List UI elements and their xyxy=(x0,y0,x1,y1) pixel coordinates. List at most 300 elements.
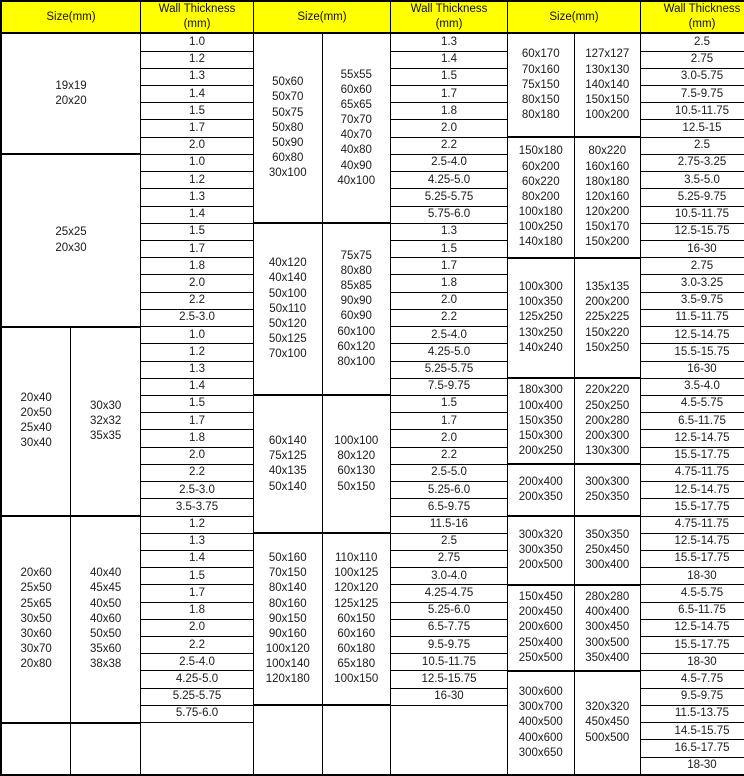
header-wall-unit-1: (mm) xyxy=(183,18,211,31)
thickness-cell: 15.5-17.75 xyxy=(641,550,744,567)
thickness-cell: 4.5-5.75 xyxy=(641,395,744,412)
size-value: 60x160 xyxy=(337,627,376,640)
thickness-cell: 1.8 xyxy=(141,258,254,275)
thickness-cell: 1.5 xyxy=(141,223,254,240)
size-cell-secondary xyxy=(574,258,641,379)
thickness-cell: 2.0 xyxy=(391,430,508,447)
size-value: 100x150 xyxy=(334,673,379,686)
size-cell-empty xyxy=(1,723,71,775)
thickness-cell: 2.2 xyxy=(391,137,508,154)
size-value: 75x125 xyxy=(268,450,307,463)
thickness-cell: 1.7 xyxy=(391,86,508,103)
thickness-cell: 2.0 xyxy=(141,619,254,636)
size-value: 50x150 xyxy=(337,480,376,493)
size-value: 60x130 xyxy=(337,465,376,478)
size-cell-secondary xyxy=(574,671,641,775)
size-value: 40x50 xyxy=(89,597,122,610)
size-cell-primary xyxy=(508,258,575,379)
thickness-cell: 1.8 xyxy=(141,602,254,619)
size-value: 38x38 xyxy=(89,658,122,671)
thickness-cell: 10.5-11.75 xyxy=(641,103,744,120)
size-value: 200x450 xyxy=(518,606,563,619)
thickness-cell: 6.5-11.75 xyxy=(641,413,744,430)
thickness-cell: 16-30 xyxy=(391,688,508,705)
thickness-cell: 1.2 xyxy=(141,172,254,189)
thickness-cell: 4.25-5.0 xyxy=(391,344,508,361)
thickness-cell: 12.5-14.75 xyxy=(641,533,744,550)
header-wall-label-1: Wall Thickness xyxy=(158,3,236,15)
thickness-cell: 3.5-9.75 xyxy=(641,292,744,309)
size-cell-primary xyxy=(254,395,323,533)
size-value: 45x45 xyxy=(89,582,122,595)
size-value: 60x90 xyxy=(340,310,372,323)
header-wall-thickness-group-3 xyxy=(641,1,744,33)
size-value: 250x500 xyxy=(518,651,563,664)
size-value: 450x450 xyxy=(585,716,630,729)
size-cell-primary xyxy=(508,516,575,585)
size-cell-primary xyxy=(508,585,575,671)
size-value: 30x50 xyxy=(20,612,52,625)
size-cell-primary xyxy=(508,464,575,516)
size-value: 125x250 xyxy=(518,311,563,324)
size-value: 140x140 xyxy=(585,78,630,91)
size-value: 30x70 xyxy=(20,643,52,656)
size-value: 150x220 xyxy=(585,326,630,339)
thickness-cell: 1.4 xyxy=(141,206,254,223)
size-value: 30x30 xyxy=(89,399,122,412)
thickness-cell: 11.5-11.75 xyxy=(641,309,744,326)
size-value: 400x600 xyxy=(518,731,563,744)
size-value: 100x350 xyxy=(518,296,563,309)
size-value: 40x40 xyxy=(89,567,122,580)
size-value: 100x400 xyxy=(518,399,563,412)
header-size-group-1 xyxy=(1,1,141,33)
size-cell-primary xyxy=(1,154,141,326)
thickness-cell: 3.0-4.0 xyxy=(391,568,508,585)
size-value: 130x250 xyxy=(518,326,563,339)
size-cell-primary xyxy=(1,327,71,516)
header-size-label-2: Size(mm) xyxy=(297,10,347,23)
size-value: 100x125 xyxy=(334,567,379,580)
size-value: 50x100 xyxy=(268,287,307,300)
thickness-cell: 5.25-5.75 xyxy=(391,189,508,206)
thickness-cell: 2.0 xyxy=(141,447,254,464)
header-size-label-3: Size(mm) xyxy=(549,10,599,23)
thickness-cell: 1.5 xyxy=(141,568,254,585)
thickness-cell: 1.3 xyxy=(391,33,508,51)
thickness-cell: 4.75-11.75 xyxy=(641,464,744,481)
thickness-cell: 5.25-5.75 xyxy=(391,361,508,378)
size-value: 75x150 xyxy=(521,78,560,91)
thickness-cell: 2.75 xyxy=(641,258,744,275)
thickness-cell: 3.5-5.0 xyxy=(641,172,744,189)
header-wall-label-3: Wall Thickness xyxy=(663,3,741,15)
size-value: 90x90 xyxy=(340,295,372,308)
size-value: 300x400 xyxy=(585,559,630,572)
size-value: 50x140 xyxy=(268,480,307,493)
size-value: 200x350 xyxy=(518,491,563,504)
size-value: 225x225 xyxy=(585,311,630,324)
thickness-cell: 5.25-6.0 xyxy=(391,602,508,619)
size-value: 50x80 xyxy=(272,121,304,134)
thickness-cell: 1.8 xyxy=(391,275,508,292)
size-value: 127x127 xyxy=(585,48,630,61)
size-value: 70x70 xyxy=(340,114,372,127)
size-value: 20x30 xyxy=(55,241,87,254)
thickness-cell: 5.25-6.0 xyxy=(391,482,508,499)
thickness-cell: 6.5-9.75 xyxy=(391,499,508,516)
size-value: 40x120 xyxy=(268,257,307,270)
thickness-cell: 2.0 xyxy=(391,292,508,309)
size-value: 200x300 xyxy=(585,429,630,442)
size-value: 150x450 xyxy=(518,590,563,603)
size-value: 300x320 xyxy=(518,528,563,541)
size-value: 200x200 xyxy=(585,296,630,309)
thickness-cell: 15.5-15.75 xyxy=(641,344,744,361)
thickness-cell: 4.5-7.75 xyxy=(641,671,744,688)
thickness-cell: 4.25-5.0 xyxy=(391,172,508,189)
size-value: 90x160 xyxy=(268,627,307,640)
size-value: 35x60 xyxy=(89,643,122,656)
size-value: 120x120 xyxy=(334,582,379,595)
size-value: 70x160 xyxy=(521,63,560,76)
thickness-cell: 5.75-6.0 xyxy=(141,705,254,722)
thickness-cell: 1.0 xyxy=(141,154,254,171)
size-value: 40x100 xyxy=(337,174,376,187)
thickness-cell: 2.0 xyxy=(391,120,508,137)
thickness-cell: 2.75-3.25 xyxy=(641,154,744,171)
size-value: 150x150 xyxy=(585,93,630,106)
size-value: 60x60 xyxy=(340,83,372,96)
size-value: 100x300 xyxy=(518,281,563,294)
size-value: 100x120 xyxy=(265,643,310,656)
size-value: 25x50 xyxy=(20,582,52,595)
size-value: 135x135 xyxy=(585,281,630,294)
size-value: 160x160 xyxy=(585,160,630,173)
thickness-cell: 2.2 xyxy=(391,309,508,326)
size-value: 250x250 xyxy=(585,399,630,412)
thickness-cell: 2.2 xyxy=(141,637,254,654)
size-value: 130x130 xyxy=(585,63,630,76)
header-size-group-3 xyxy=(508,1,641,33)
thickness-cell: 2.5-4.0 xyxy=(141,654,254,671)
thickness-cell: 2.0 xyxy=(141,275,254,292)
size-value: 140x240 xyxy=(518,341,563,354)
size-value: 50x70 xyxy=(272,91,304,104)
size-value: 60x170 xyxy=(521,48,560,61)
thickness-cell: 2.2 xyxy=(141,464,254,481)
thickness-cell: 1.3 xyxy=(391,223,508,240)
size-value: 100x180 xyxy=(518,206,563,219)
thickness-cell: 2.5-4.0 xyxy=(391,327,508,344)
thickness-cell: 16-30 xyxy=(641,361,744,378)
size-value: 60x150 xyxy=(337,612,376,625)
size-cell-empty xyxy=(254,705,323,775)
size-value: 80x200 xyxy=(521,190,560,203)
thickness-cell: 2.5-5.0 xyxy=(391,464,508,481)
size-value: 50x160 xyxy=(268,552,307,565)
thickness-cell: 12.5-14.75 xyxy=(641,619,744,636)
thickness-cell: 10.5-11.75 xyxy=(641,206,744,223)
size-value: 40x90 xyxy=(340,159,372,172)
size-value: 25x25 xyxy=(55,226,87,239)
size-value: 30x60 xyxy=(20,627,52,640)
thickness-cell: 2.5 xyxy=(641,33,744,51)
size-value: 125x125 xyxy=(334,597,379,610)
thickness-cell: 4.75-11.75 xyxy=(641,516,744,533)
thickness-cell: 1.7 xyxy=(141,241,254,258)
size-value: 65x65 xyxy=(340,98,372,111)
table-row xyxy=(1,33,744,51)
size-value: 300x300 xyxy=(585,476,630,488)
size-value: 200x280 xyxy=(585,414,630,427)
size-cell-secondary xyxy=(71,327,141,516)
thickness-cell: 1.5 xyxy=(391,68,508,85)
size-value: 40x135 xyxy=(268,465,307,478)
size-value: 150x250 xyxy=(585,341,630,354)
thickness-cell: 1.7 xyxy=(391,413,508,430)
thickness-cell: 1.7 xyxy=(141,585,254,602)
thickness-cell: 7.5-9.75 xyxy=(391,378,508,395)
thickness-cell: 12.5-15 xyxy=(641,120,744,137)
thickness-cell: 1.4 xyxy=(141,86,254,103)
thickness-cell: 4.25-4.75 xyxy=(391,585,508,602)
size-cell-primary xyxy=(508,33,575,137)
size-value: 60x80 xyxy=(272,152,304,165)
size-value: 250x450 xyxy=(585,543,630,556)
thickness-cell: 2.2 xyxy=(391,447,508,464)
size-value: 70x100 xyxy=(268,348,307,361)
size-cell-secondary xyxy=(322,223,391,395)
size-value: 120x200 xyxy=(585,206,630,219)
size-value: 200x250 xyxy=(518,445,563,458)
thickness-cell: 18-30 xyxy=(641,568,744,585)
size-value: 500x500 xyxy=(585,731,630,744)
thickness-cell: 5.75-6.0 xyxy=(391,206,508,223)
size-value: 60x100 xyxy=(337,325,376,338)
size-value: 70x150 xyxy=(268,567,307,580)
size-value: 50x50 xyxy=(89,627,122,640)
thickness-cell: 1.5 xyxy=(141,103,254,120)
thickness-cell: 1.4 xyxy=(141,378,254,395)
size-value: 50x125 xyxy=(268,333,307,346)
size-value: 25x65 xyxy=(20,597,52,610)
size-value: 60x220 xyxy=(521,175,560,188)
size-value: 100x250 xyxy=(518,221,563,234)
size-value: 200x600 xyxy=(518,621,563,634)
thickness-cell: 16-30 xyxy=(641,241,744,258)
size-cell-primary xyxy=(254,533,323,705)
size-value: 80x80 xyxy=(340,264,372,277)
thickness-cell: 11.5-13.75 xyxy=(641,705,744,722)
thickness-cell: 5.25-5.75 xyxy=(141,688,254,705)
thickness-cell: 1.3 xyxy=(141,361,254,378)
size-value: 50x120 xyxy=(268,317,307,330)
size-value: 150x300 xyxy=(518,429,563,442)
size-cell-secondary xyxy=(71,516,141,723)
thickness-cell: 3.5-3.75 xyxy=(141,499,254,516)
size-value: 80x160 xyxy=(268,597,307,610)
size-value: 50x110 xyxy=(269,302,307,315)
thickness-cell: 2.2 xyxy=(141,292,254,309)
size-value: 300x600 xyxy=(518,686,563,699)
size-value: 85x85 xyxy=(340,280,372,293)
thickness-cell: 1.7 xyxy=(141,413,254,430)
size-value: 60x120 xyxy=(337,340,376,353)
thickness-cell: 4.25-5.0 xyxy=(141,671,254,688)
size-cell-secondary xyxy=(574,137,641,258)
thickness-cell: 12.5-15.75 xyxy=(641,223,744,240)
thickness-cell: 3.5-4.0 xyxy=(641,378,744,395)
size-value: 80x180 xyxy=(521,109,560,122)
thickness-cell-empty xyxy=(141,723,254,775)
size-value: 60x140 xyxy=(268,435,307,447)
thickness-cell: 1.7 xyxy=(391,258,508,275)
thickness-cell: 9.5-9.75 xyxy=(391,637,508,654)
size-cell-secondary xyxy=(574,464,641,516)
size-value: 150x170 xyxy=(585,221,630,234)
header-wall-unit-3: (mm) xyxy=(688,18,716,31)
size-value: 50x90 xyxy=(272,136,304,149)
thickness-cell: 1.2 xyxy=(141,344,254,361)
size-value: 100x100 xyxy=(334,435,379,447)
size-value: 40x140 xyxy=(268,272,307,285)
size-value: 35x35 xyxy=(89,429,122,442)
thickness-cell: 11.5-16 xyxy=(391,516,508,533)
thickness-cell: 15.5-17.75 xyxy=(641,447,744,464)
thickness-cell: 14.5-15.75 xyxy=(641,723,744,740)
thickness-cell: 6.5-11.75 xyxy=(641,602,744,619)
header-size-group-2 xyxy=(254,1,391,33)
thickness-cell: 12.5-15.75 xyxy=(391,671,508,688)
size-value: 280x280 xyxy=(585,590,630,603)
header-wall-label-2: Wall Thickness xyxy=(410,3,488,15)
size-value: 100x200 xyxy=(585,109,630,122)
thickness-cell: 18-30 xyxy=(641,757,744,775)
size-value: 50x60 xyxy=(272,76,304,89)
size-value: 80x220 xyxy=(588,145,627,158)
size-value: 350x350 xyxy=(585,528,630,541)
thickness-cell: 6.5-7.75 xyxy=(391,619,508,636)
header-wall-thickness-group-1 xyxy=(141,1,254,33)
thickness-cell: 9.5-9.75 xyxy=(641,688,744,705)
size-cell-primary xyxy=(1,516,71,723)
thickness-cell: 1.4 xyxy=(391,51,508,68)
size-value: 120x180 xyxy=(265,673,310,686)
size-value: 80x100 xyxy=(337,355,376,368)
thickness-cell: 5.25-9.75 xyxy=(641,189,744,206)
size-cell-primary xyxy=(508,378,575,464)
size-value: 300x450 xyxy=(585,621,630,634)
size-value: 180x180 xyxy=(585,175,630,188)
thickness-cell: 1.4 xyxy=(141,550,254,567)
thickness-cell: 3.0-5.75 xyxy=(641,68,744,85)
size-value: 400x500 xyxy=(518,716,563,729)
size-value: 75x75 xyxy=(340,249,372,262)
thickness-cell: 7.5-9.75 xyxy=(641,86,744,103)
thickness-cell: 1.8 xyxy=(391,103,508,120)
size-cell-empty xyxy=(322,705,391,775)
size-value: 300x500 xyxy=(585,636,630,649)
thickness-cell: 1.3 xyxy=(141,533,254,550)
size-value: 150x200 xyxy=(585,236,630,249)
size-value: 130x300 xyxy=(585,445,630,458)
size-value: 20x40 xyxy=(20,391,52,404)
size-value: 300x700 xyxy=(518,701,563,714)
size-value: 300x350 xyxy=(518,543,563,556)
size-value: 40x80 xyxy=(340,144,372,157)
size-value: 25x40 xyxy=(20,422,52,435)
size-value: 80x120 xyxy=(337,450,376,463)
size-cell-secondary xyxy=(574,516,641,585)
size-value: 20x20 xyxy=(55,94,87,107)
thickness-cell: 16.5-17.75 xyxy=(641,740,744,757)
size-cell-primary xyxy=(254,33,323,223)
thickness-cell: 2.5 xyxy=(391,533,508,550)
size-value: 65x180 xyxy=(337,658,376,671)
thickness-cell: 2.5 xyxy=(641,137,744,154)
size-value: 19x19 xyxy=(55,79,87,92)
thickness-cell: 2.75 xyxy=(641,51,744,68)
size-value: 320x320 xyxy=(585,701,630,714)
thickness-cell: 1.2 xyxy=(141,51,254,68)
size-value: 80x150 xyxy=(521,93,560,106)
header-size-label-1: Size(mm) xyxy=(46,10,96,23)
size-cell-empty xyxy=(71,723,141,775)
thickness-cell: 2.5-3.0 xyxy=(141,482,254,499)
thickness-cell: 1.5 xyxy=(141,395,254,412)
size-value: 400x400 xyxy=(585,606,630,619)
thickness-cell: 1.3 xyxy=(141,68,254,85)
thickness-cell: 1.8 xyxy=(141,430,254,447)
size-value: 140x180 xyxy=(518,236,563,249)
size-value: 250x400 xyxy=(518,636,563,649)
thickness-cell: 12.5-14.75 xyxy=(641,482,744,499)
thickness-cell: 15.5-17.75 xyxy=(641,637,744,654)
size-value: 150x180 xyxy=(518,145,563,158)
thickness-cell: 12.5-14.75 xyxy=(641,327,744,344)
table-body xyxy=(1,33,744,775)
size-value: 180x300 xyxy=(518,384,563,397)
header-wall-unit-2: (mm) xyxy=(435,18,463,31)
thickness-cell: 1.2 xyxy=(141,516,254,533)
size-value: 50x75 xyxy=(272,106,304,119)
size-cell-secondary xyxy=(322,33,391,223)
size-cell-secondary xyxy=(322,395,391,533)
thickness-cell: 3.0-3.25 xyxy=(641,275,744,292)
thickness-cell: 1.3 xyxy=(141,189,254,206)
size-cell-secondary xyxy=(574,585,641,671)
thickness-cell: 1.7 xyxy=(141,120,254,137)
thickness-cell: 18-30 xyxy=(641,654,744,671)
size-value: 100x140 xyxy=(265,658,310,671)
header-wall-thickness-group-2 xyxy=(391,1,508,33)
size-value: 20x80 xyxy=(20,658,52,671)
size-value: 120x160 xyxy=(585,190,630,203)
size-cell-primary xyxy=(508,137,575,258)
size-value: 220x220 xyxy=(585,384,630,397)
size-value: 30x100 xyxy=(268,167,307,180)
size-value: 200x400 xyxy=(518,476,563,488)
size-value: 55x55 xyxy=(340,68,372,81)
size-value: 60x180 xyxy=(337,643,376,656)
thickness-cell: 1.5 xyxy=(391,241,508,258)
thickness-cell: 2.5-3.0 xyxy=(141,309,254,326)
thickness-cell: 2.75 xyxy=(391,550,508,567)
thickness-cell: 12.5-14.75 xyxy=(641,430,744,447)
size-value: 250x350 xyxy=(585,491,630,504)
size-value: 20x50 xyxy=(20,407,52,420)
